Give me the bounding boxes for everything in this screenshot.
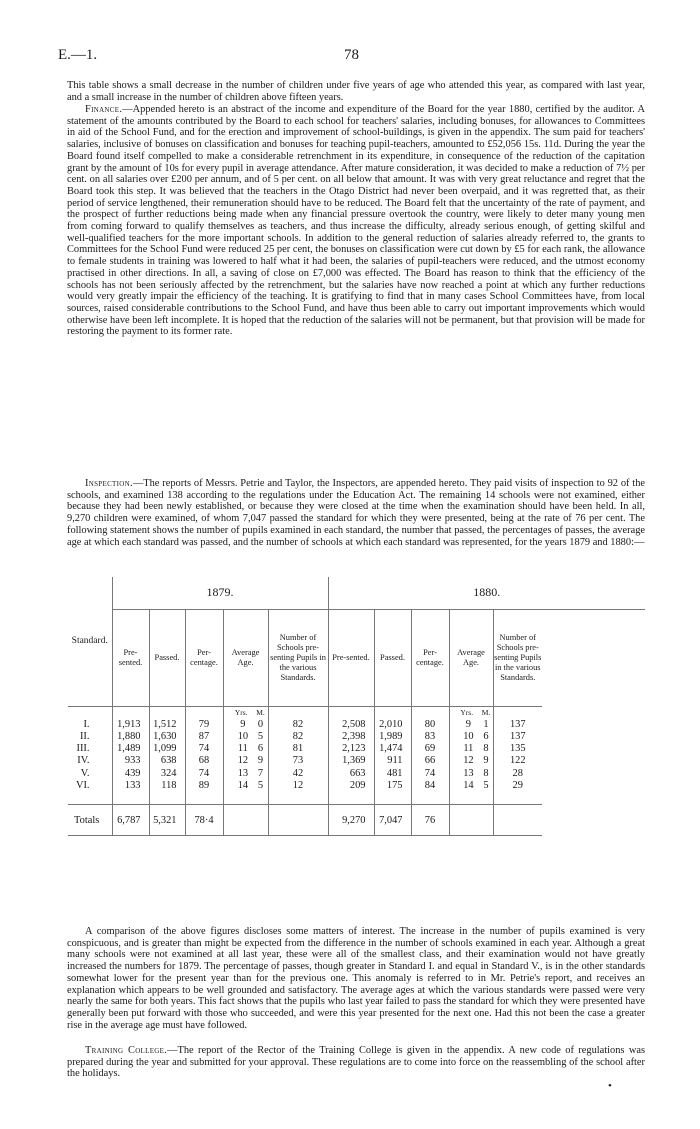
cell: 14 (237, 779, 249, 791)
cell: 28 (512, 767, 523, 779)
col-schools-1880: Number of Schools pre-senting Pupils in the various Standards. (493, 609, 542, 706)
cell: 1,512 (149, 719, 185, 731)
cell: 1,474 (374, 743, 411, 755)
cell: 209 (328, 780, 374, 792)
cell: 5 (257, 779, 264, 791)
cell: 11 (463, 743, 474, 755)
inspection-text: —The reports of Messrs. Petrie and Taylor, the Inspectors, are appended hereto. They paid visits of inspection to 92 of the schools, and examined 138 according to the regulations under the Education Act. The remaining 14 schools were not examined, either because they had been newly established, or because they were closed at the time when the examination should have been held. In all, 9,270 children were examined, of whom 7,047 passed the standard for which they were presented, being at the rate of 76 per cent. The following statement shows the number of pupils examined in each standard, the number that passed, the percentages of passes, the average age at which each standard was passed, and the number of schools at which each standard was represented, for the years 1879 and 1880:— (67, 478, 645, 548)
totals-label: Totals (68, 805, 112, 836)
cell: 87 (185, 731, 223, 743)
cell: 6 (257, 743, 264, 755)
table-row (68, 755, 645, 767)
training-text: —The report of the Rector of the Training College is given in the appendix. A new code of regulations was prepared during the year and submitted for your approval. These regulations are to come into force on the reassembling of the school after the holidays. (67, 1045, 645, 1080)
cell: 10 (463, 730, 474, 742)
cell: 81 (268, 743, 328, 755)
col-passed-1879: Passed. (149, 609, 185, 706)
cell: 175 (374, 780, 411, 792)
stray-mark: • (608, 1080, 612, 1092)
cell: 10 (237, 730, 249, 742)
cell: 481 (374, 768, 411, 780)
cell: 83 (411, 731, 449, 743)
cell: 8 (483, 743, 489, 755)
page-header (58, 47, 645, 67)
cell: 663 (328, 768, 374, 780)
cell: 78·4 (185, 805, 223, 836)
cell: 29 (512, 779, 523, 791)
cell: 2,123 (328, 743, 374, 755)
cell: 8 (483, 767, 489, 779)
cell: 42 (268, 768, 328, 780)
cell: 1,369 (328, 755, 374, 767)
cell: 7 (257, 767, 264, 779)
age-years-unit: Yrs. (234, 708, 248, 717)
cell: 2,010 (374, 719, 411, 731)
cell: 1,630 (149, 731, 185, 743)
cell: 118 (149, 780, 185, 792)
cell: 13 (463, 767, 474, 779)
standard-label: VI. (68, 780, 112, 792)
cell: 74 (411, 768, 449, 780)
col-percentage-1880: Per-centage. (411, 609, 449, 706)
cell: 76 (411, 805, 449, 836)
inspection-heading: Inspection. (85, 478, 133, 489)
cell: 69 (411, 743, 449, 755)
standard-label: III. (68, 743, 112, 755)
standard-label: IV. (68, 755, 112, 767)
cell: 9 (483, 755, 489, 767)
cell: 9 (257, 755, 264, 767)
cell: 137 (509, 730, 526, 742)
report-reference: E.—1. (58, 47, 98, 63)
standard-label: V. (68, 768, 112, 780)
standards-table (68, 577, 645, 836)
col-percentage-1879: Per-centage. (185, 609, 223, 706)
intro-paragraph: This table shows a small decrease in the number of children under five years of age who attended this year, as compared with last year, and a small increase in the number of children above fifteen years. (67, 80, 645, 103)
cell: 14 (463, 779, 474, 791)
totals-row (68, 805, 645, 836)
cell: 0 (257, 718, 264, 730)
cell: 74 (185, 768, 223, 780)
cell: 11 (237, 743, 248, 755)
year-1879-header: 1879. (112, 577, 328, 609)
table-row (68, 743, 645, 755)
cell: 1,099 (149, 743, 185, 755)
cell: 6 (483, 730, 489, 742)
standard-label: II. (68, 731, 112, 743)
age-months-unit: M. (481, 708, 491, 717)
cell: 911 (374, 755, 411, 767)
standard-header: Standard. (68, 577, 112, 706)
cell: 12 (463, 755, 474, 767)
age-units-row (68, 706, 645, 719)
cell: 79 (185, 719, 223, 731)
cell: 84 (411, 780, 449, 792)
cell: 933 (112, 755, 149, 767)
cell: 1 (483, 718, 489, 730)
col-passed-1880: Passed. (374, 609, 411, 706)
table-row (68, 719, 645, 731)
cell: 12 (268, 780, 328, 792)
cell: 68 (185, 755, 223, 767)
col-presented-1879: Pre-sented. (112, 609, 149, 706)
cell: 12 (237, 755, 249, 767)
cell: 82 (268, 719, 328, 731)
finance-heading: Finance. (85, 104, 123, 115)
age-years-unit: Yrs. (460, 708, 474, 717)
cell: 9 (240, 718, 246, 730)
cell: 6,787 (112, 805, 149, 836)
cell: 2,398 (328, 731, 374, 743)
finance-paragraph (67, 104, 645, 338)
cell: 1,913 (112, 719, 149, 731)
cell: 66 (411, 755, 449, 767)
cell: 1,989 (374, 731, 411, 743)
cell: 5 (257, 730, 264, 742)
page-number: 78 (344, 47, 359, 63)
cell: 7,047 (374, 805, 411, 836)
year-1880-header: 1880. (473, 585, 501, 600)
comparison-paragraph: A comparison of the above figures discloses some matters of interest. The increase in the number of pupils examined is very conspicuous, and is greater than might be expected from the difference in the number of schools examined in each year. Although a great many schools were not examined at all last year, these were all of the smallest class, and their examination would not have greatly increased the numbers for 1879. The percentage of passes, though greater in Standard I. and equal in Standard V., is in the other standards somewhat lower for the present year than for the previous one. This anomaly is referred to in Mr. Petrie's report, and receives an explanation which appears to be well grounded and satisfactory. The average ages at which the various standards were passed were very nearly the same for both years. This fact shows that the pupils who last year failed to pass the standard for which they were presented have generally been put forward with those who succeeded, and were this year presented for the next one. Had this not been the case a greater rise in the average age must have followed. (67, 926, 645, 1031)
col-average-age-1880: Average Age. (449, 609, 493, 706)
cell: 74 (185, 743, 223, 755)
cell: 638 (149, 755, 185, 767)
cell: 82 (268, 731, 328, 743)
training-heading: Training College. (85, 1045, 168, 1056)
training-paragraph (67, 1045, 645, 1080)
inspection-paragraph (67, 478, 645, 548)
standard-label: I. (68, 719, 112, 731)
cell: 9,270 (328, 805, 374, 836)
cell: 1,489 (112, 743, 149, 755)
cell: 439 (112, 768, 149, 780)
col-average-age-1879: Average Age. (223, 609, 268, 706)
col-presented-1880: Pre-sented. (328, 609, 374, 706)
cell: 122 (509, 755, 526, 767)
cell: 5 (483, 779, 489, 791)
finance-text: —Appended hereto is an abstract of the income and expenditure of the Board for the year 1880, certified by the auditor. A statement of the amounts contributed by the Board to each school for teachers' salaries, including bonuses, for allowances to Committees in aid of the School Fund, and for the erection and improvement of school-buildings, is given in the appendix. The sum paid for teachers' salaries, inclusive of bonuses on classification and bonuses for teaching pupil-teachers, amounted to £52,056 15s. 11d. During the year the Board found itself compelled to make a considerable retrenchment in its expenditure, in consequence of the reduction of the capitation grant by the amount of 10s for every pupil in average attendance. After mature consideration, it was decided to make a reduction of 7½ per cent. on all salaries over £200 per annum, and of 5 per cent. on all below that amount. It was with very great reluctance and regret that the Board took this step. It was believed that the teachers in the Otago District had never been overpaid, and it was regretted that, as their period of service lengthened, their remuneration should have to be reduced. The Board felt that the uncertainty of the rate of payment, and the prospect of further reductions being made when any financial pressure overtook the country, were likely to deter many young men from coming forward to qualify themselves as teachers, and thus increase the difficulty, already serious enough, of getting skilful and well-qualified teachers for the more important schools. In addition to the general reduction of salaries already referred to, the grants to Committees for the School Fund were reduced 25 per cent, the bonuses on classification were cut down by £5 for each rank, the allowance to female students in training was lowered to half what it had been, the salaries of pupil-teachers were reduced, and the utmost economy practised in other directions. In all, a saving of close on £7,000 was effected. The Board has reason to think that the efficiency of the schools has not been seriously affected by the retrenchment, but the salaries have now reached a point at which any further reductions would very greatly impair the efficiency of the teaching. It is gratifying to find that in many cases School Committees have, from local sources, raised considerable contributions to the School Fund, and have thus been able to carry out important improvements which would otherwise have been left incomplete. It is hoped that the reduction of the salaries will not be permanent, but that provision will be made for restoring the payment to its former rate. (67, 104, 645, 338)
col-schools-1879: Number of Schools pre-senting Pupils in the various Standards. (268, 609, 328, 706)
cell: 1,880 (112, 731, 149, 743)
cell: 13 (237, 767, 249, 779)
cell: 133 (112, 780, 149, 792)
table-row (68, 768, 645, 780)
cell: 89 (185, 780, 223, 792)
cell: 5,321 (149, 805, 185, 836)
cell: 135 (509, 743, 526, 755)
cell: 9 (465, 718, 471, 730)
cell: 324 (149, 768, 185, 780)
cell: 80 (411, 719, 449, 731)
cell: 2,508 (328, 719, 374, 731)
age-months-unit: M. (256, 708, 265, 717)
cell: 73 (268, 755, 328, 767)
table-row (68, 731, 645, 743)
cell: 137 (509, 718, 526, 730)
table-row (68, 780, 645, 792)
